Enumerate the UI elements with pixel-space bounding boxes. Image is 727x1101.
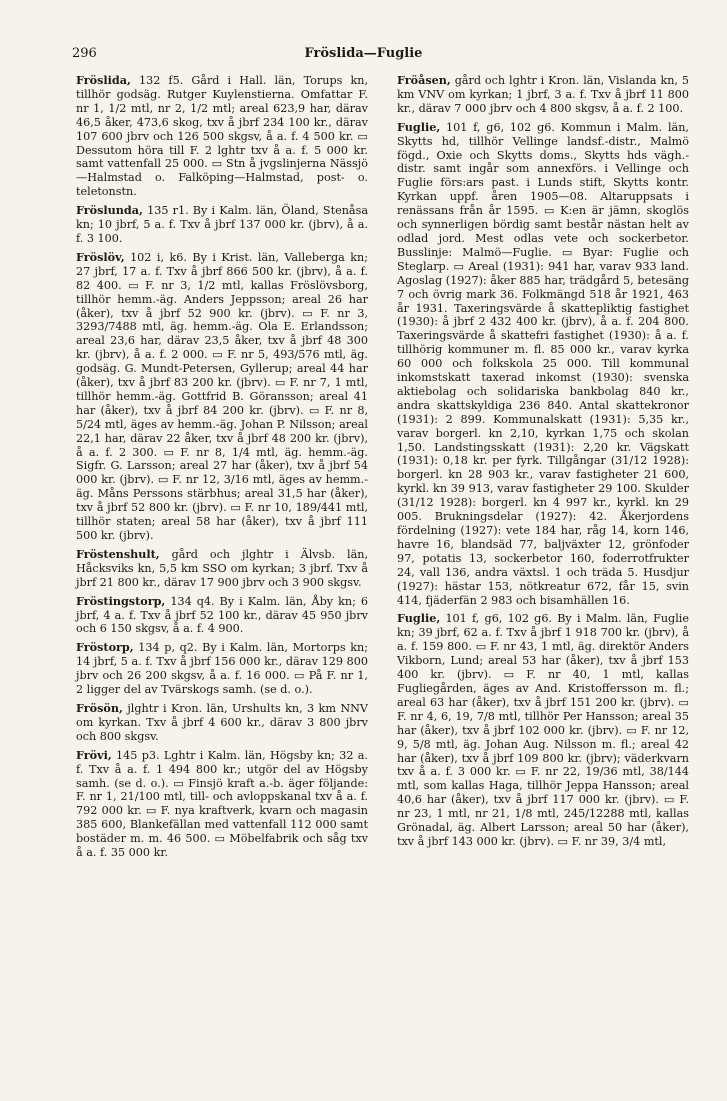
entry-headword: Fröstingstorp, — [76, 593, 166, 608]
entry-text: 145 p3. Lghtr i Kalm. län, Högsby kn; 32 a. f. Txv å a. f. 1 494 800 kr.; utgör del av Högsby samh. (se d. o.). ▭ Finsjö kraft a.-b. äger följande: F. nr 1, 21/100 mtl, till- och avloppskanal txv å a. f. 792 000 kr. ▭ F. nya kraftverk, kvarn och magasin 385 600, Blankefällan med vattenfall 112 000 samt bostäder m. m. 46 500. ▭ Möbelfabrik och såg txv å a. f. 35 000 kr. — [76, 748, 368, 860]
entry-text: 135 r1. By i Kalm. län, Öland, Stenåsa kn; 10 jbrf, 5 a. f. Txv å jbrf 137 000 kr. (jbrv), å a. f. 3 100. — [76, 204, 369, 245]
running-head: Fröslida—Fuglie — [304, 46, 423, 61]
entry-text: 101 f, g6, 102 g6. By i Malm. län, Fuglie kn; 39 jbrf, 62 a. f. Txv å jbrf 1 918 700 kr. (jbrv), å a. f. 159 800. ▭ F. nr 43, 1 mtl, äg. direktör Anders Vikborn, Lund; areal 53 har (åker), txv å jbrf 153 400 kr. (jbrv). ▭ F. nr 40, 1 mtl, kallas Fugliegården, äges av And. Kristoffersson m. fl.; areal 63 har (åker), txv å jbrf 151 200 kr. (jbrv). ▭ F. nr 4, 6, 19, 7/8 mtl, tillhör Per Hansson; areal 35 har (åker), txv å jbrf 102 000 kr. (jbrv). ▭ F. nr 12, 9, 5/8 mtl, äg. Johan Aug. Nilsson m. fl.; areal 42 har (åker), txv å jbrf 109 800 kr. (jbrv); väderkvarn txv å a. f. 3 000 kr. ▭ F. nr 22, 19/36 mtl, 38/144 mtl, som kallas Haga, tillhör Jeppa Hansson; areal 40,6 har (åker), txv å jbrf 117 000 kr. (jbrv). ▭ F. nr 23, 1 mtl, nr 21, 1/8 mtl, 245/12288 mtl, kallas Grönadal, äg. Albert Larsson; areal 50 har (åker), txv å jbrf 143 000 kr. (jbrv). ▭ F. nr 39, 3/4 mtl, — [397, 612, 689, 848]
entry-headword: Fröslida, — [76, 73, 131, 87]
entry-headword: Fröstorp, — [76, 640, 134, 655]
entry-text: 134 p, q2. By i Kalm. län, Mortorps kn; 14 jbrf, 5 a. f. Txv å jbrf 156 000 kr., därav 129 800 jbrv och 26 200 skgsv, å a. f. 16 000. ▭ På F. nr 1, 2 ligger del av Tvärskogs samh. (se d. o.). — [76, 641, 368, 697]
entry-headword: Fröåsen, — [397, 73, 451, 87]
entry-fuglie-by — [397, 612, 689, 848]
entry-text: 132 f5. Gård i Hall. län, Torups kn, tillhör godsäg. Rutger Kuylenstierna. Omfattar F. nr 1, 1/2 mtl, nr 2, 1/2 mtl; areal 623,9 har, därav 46,5 åker, 473,6 skog, txv å jbrf 234 100 kr., därav 107 600 jbrv och 126 500 skgsv, å a. f. 4 500 kr. ▭ Dessutom höra till F. 2 lghtr txv å a. f. 5 000 kr. samt vattenfall 25 000. ▭ Stn å jvgslinjerna Nässjö—Halmstad o. Falköping—Halmstad, post- o. teletonstn. — [76, 74, 368, 199]
entry-text: jlghtr i Kron. län, Urshults kn, 3 km NNV om kyrkan. Txv å jbrf 4 600 kr., därav 3 800 jbrv och 800 skgsv. — [76, 701, 368, 743]
entry-text: 134 q4. By i Kalm. län, Åby kn; 6 jbrf, 4 a. f. Txv å jbrf 52 100 kr., därav 45 950 jbrv och 6 150 skgsv, å a. f. 4 900. — [76, 594, 368, 636]
entry-frostenshult — [76, 548, 368, 590]
entry-text: gård och jlghtr i Älvsb. län, Håcksviks kn, 5,5 km SSO om kyrkan; 3 jbrf. Txv å jbrf 21 800 kr., därav 17 900 jbrv och 3 900 skgsv. — [76, 547, 369, 589]
entry-text: 102 i, k6. By i Krist. län, Valleberga kn; 27 jbrf, 17 a. f. Txv å jbrf 866 500 kr. (jbrv), å a. f. 82 400. ▭ F. nr 3, 1/2 mtl, kallas Fröslövsborg, tillhör hemm.-äg. Anders Jeppsson; areal 26 har (åker), txv å jbrf 52 900 kr. (jbrv). ▭ F. nr 3, 3293/7488 mtl, äg. hemm.-äg. Ola E. Erlandsson; areal 23,6 har, därav 23,5 åker, txv å jbrf 48 300 kr. (jbrv), å a. f. 2 000. ▭ F. nr 5, 493/576 mtl, äg. godsäg. G. Mundt-Petersen, Gyllerup; areal 44 har (åker), txv å jbrf 83 200 kr. (jbrv). ▭ F. nr 7, 1 mtl, tillhör hemm.-äg. Gottfrid B. Göransson; areal 41 har (åker), txv å jbrf 84 200 kr. (jbrv). ▭ F. nr 8, 5/24 mtl, äges av hemm.-äg. Johan P. Nilsson; areal 22,1 har, därav 22 åker, txv å jbrf 48 200 kr. (jbrv), å a. f. 2 300. ▭ F. nr 8, 1/4 mtl, äg. hemm.-äg. Sigfr. G. Larsson; areal 27 har (åker), txv å jbrf 54 000 kr. (jbrv). ▭ F. nr 12, 3/16 mtl, äges av hemm.-äg. Måns Perssons stärbhus; areal 31,5 har (åker), txv å jbrf 52 800 kr. (jbrv). ▭ F. nr 10, 189/441 mtl, tillhör staten; areal 58 har (åker), txv å jbrf 111 500 kr. (jbrv). — [76, 250, 368, 542]
entry-text: 101 f, g6, 102 g6. Kommun i Malm. län, Skytts hd, tillhör Vellinge landsf.-distr., Malmö fögd., Oxie och Skytts doms., Skytts hds vägh.-distr. samt ingår som annexförs. i Vellinge och Fuglie förs:ars past. i Lunds stift, Skytts kontr. Kyrkan uppf. åren 1905—08. Altaruppsats i renässans från år 1595. ▭ K:en är jämn, skoglös och synnerligen bördig samt består nästan helt av odlad jord. Mest odlas vete och sockerbetor. Busslinje: Malmö—Fuglie. ▭ Byar: Fuglie och Steglarp. ▭ Areal (1931): 941 har, varav 933 land. Agoslag (1927): åker 885 har, trädgård 5, betesäng 7 och övrig mark 36. Folkmängd 518 år 1921, 463 år 1931. Taxeringsvärde å skattepliktig fastighet (1930): å jbrf 2 432 400 kr. (jbrv), å a. f. 204 800. Taxeringsvärde å skattefri fastighet (1930): å a. f. tillhörig kommuner m. fl. 85 000 kr., varav kyrka 60 000 och folkskola 25 000. Till kommunal inkomstskatt taxerad inkomst (1930): svenska aktiebolag och solidariska bankbolag 840 kr., andra skattskyldiga 236 840. Antal skattekronor (1931): 2 899. Kommunalskatt (1931): 5,35 kr., varav borgerl. kn 2,10, kyrkan 1,75 och skolan 1,50. Landstingsskatt (1931): 2,20 kr. Vägskatt (1931): 0,18 kr. per fyrk. Tillgångar (31/12 1928): borgerl. kn 28 903 kr., varav fastigheter 21 600, kyrkl. kn 39 913, varav fastigheter 29 100. Skulder (31/12 1928): borgerl. kn 4 997 kr., kyrkl. kn 29 005. Brukningsdelar (1927): 42. Åkerjordens fördelning (1927): vete 184 har, råg 14, korn 146, havre 16, blandsäd 77, baljväxter 12, grönfoder 97, potatis 13, sockerbetor 160, foderrotfrukter 24, vall 136, andra växtsl. 1 och träda 5. Husdjur (1927): hästar 153, nötkreatur 672, får 15, svin 414, fjäderfän 2 983 och bisamhällen 16. — [397, 120, 689, 607]
entry-froslunda — [76, 204, 368, 246]
page-number: 296 — [72, 46, 97, 61]
entry-headword: Frövi, — [76, 747, 112, 762]
entry-headword: Fröslöv, — [76, 249, 125, 264]
entry-froasen — [397, 74, 689, 116]
entry-frostingstorp — [76, 595, 368, 637]
entry-headword: Fuglie, — [397, 611, 441, 626]
entry-frostorp — [76, 641, 368, 697]
entry-headword: Fröslunda, — [76, 203, 143, 218]
entry-headword: Fuglie, — [397, 119, 441, 134]
entry-fuglie-kommun — [397, 121, 689, 608]
entry-headword: Frösön, — [76, 700, 123, 715]
entry-frovi — [76, 749, 368, 860]
entry-froslov — [76, 251, 368, 543]
entry-froslida — [76, 74, 368, 199]
left-column — [76, 74, 368, 865]
right-column — [397, 74, 689, 854]
entry-text: gård och lghtr i Kron. län, Vislanda kn, 5 km VNV om kyrkan; 1 jbrf, 3 a. f. Txv å jbrf 11 800 kr., därav 7 000 jbrv och 4 800 skgsv, å a. f. 2 100. — [397, 74, 689, 115]
entry-froson — [76, 702, 368, 744]
entry-headword: Fröstenshult, — [76, 546, 160, 561]
